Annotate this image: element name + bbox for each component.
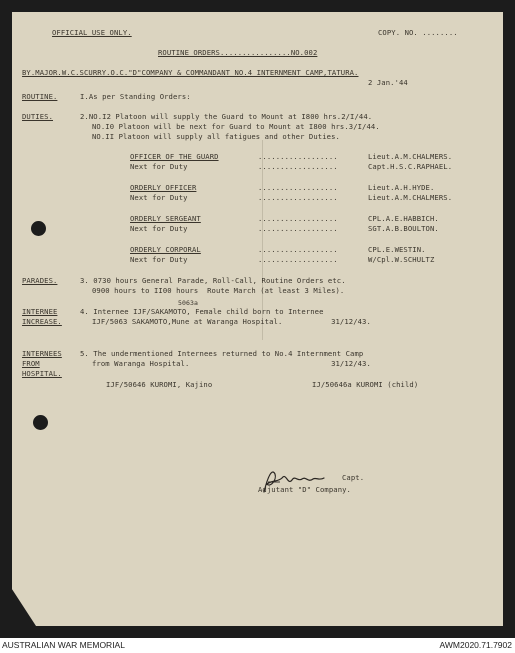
roster-name: Lieut.A.M.CHALMERS. — [368, 152, 453, 161]
internee-name: IJ/50646a KUROMI (child) — [312, 380, 419, 389]
roster-dots: .................. — [258, 152, 338, 161]
roster-dots: .................. — [258, 214, 338, 223]
roster-dots: .................. — [258, 245, 338, 254]
roster-name: Lieut.A.M.CHALMERS. — [368, 193, 453, 202]
roster-dots: .................. — [258, 224, 338, 233]
parades-heading: PARADES. — [22, 276, 58, 285]
roster-role: ORDERLY SERGEANT — [130, 214, 201, 223]
internees-from-hospital-line: from Waranga Hospital. 31/12/43. — [92, 359, 371, 368]
roster-role: ORDERLY OFFICER — [130, 183, 197, 192]
roster-name: W/Cpl.W.SCHULTZ — [368, 255, 435, 264]
footer-accession-number: AWM2020.71.7902 — [439, 640, 512, 650]
issuer-line: BY.MAJOR.W.C.SCURRY.O.C."D"COMPANY & COMMANDANT NO.4 INTERNMENT CAMP,TATURA. — [22, 68, 359, 77]
parades-line: 3. 0730 hours General Parade, Roll-Call, Routine Orders etc. — [80, 276, 346, 285]
classification-label: OFFICIAL USE ONLY. — [52, 28, 132, 37]
roster-role: OFFICER OF THE GUARD — [130, 152, 219, 161]
roster-role: Next for Duty — [130, 193, 188, 202]
routine-heading: ROUTINE. — [22, 92, 58, 101]
parades-line: 0900 hours to II00 hours Route March (at least 3 Miles). — [92, 286, 345, 295]
punch-hole-lower — [33, 415, 48, 430]
internee-increase-heading: INCREASE. — [22, 317, 62, 326]
roster-role: ORDERLY CORPORAL — [130, 245, 201, 254]
roster-role: Next for Duty — [130, 162, 188, 171]
roster-dots: .................. — [258, 193, 338, 202]
document-title: ROUTINE ORDERS................NO.002 — [158, 48, 318, 57]
internees-from-hospital-heading: HOSPITAL. — [22, 369, 62, 378]
roster-role: Next for Duty — [130, 255, 188, 264]
internee-increase-line: IJF/5063 SAKAMOTO,Mune at Waranga Hospital. 31/12/43. — [92, 317, 371, 326]
duties-line: 2.NO.I2 Platoon will supply the Guard to Mount at I800 hrs.2/I/44. — [80, 112, 373, 121]
internees-from-hospital-heading: INTERNEES — [22, 349, 62, 358]
roster-name: SGT.A.B.BOULTON. — [368, 224, 439, 233]
copy-number: COPY. NO. ........ — [378, 28, 458, 37]
roster-name: CPL.E.WESTIN. — [368, 245, 426, 254]
internee-increase-heading: INTERNEE — [22, 307, 58, 316]
punch-hole-upper — [31, 221, 46, 236]
roster-dots: .................. — [258, 162, 338, 171]
routine-text: I.As per Standing Orders: — [80, 92, 191, 101]
signatory-title: Adjutant "D" Company. — [258, 485, 351, 494]
document-date: 2 Jan.'44 — [368, 78, 408, 87]
roster-name: Lieut.A.H.HYDE. — [368, 183, 435, 192]
roster-dots: .................. — [258, 183, 338, 192]
internee-increase-line: 4. Internee IJF/SAKAMOTO, Female child born to Internee — [80, 307, 324, 316]
internees-from-hospital-line: 5. The undermentioned Internees returned to No.4 Internment Camp — [80, 349, 364, 358]
handwritten-annotation: 5063a — [178, 299, 199, 307]
internee-name: IJF/50646 KUROMI, Kajino — [106, 380, 213, 389]
roster-role: Next for Duty — [130, 224, 188, 233]
internees-from-hospital-heading: FROM — [22, 359, 40, 368]
roster-name: Capt.H.S.C.RAPHAEL. — [368, 162, 453, 171]
roster-name: CPL.A.E.HABBICH. — [368, 214, 439, 223]
roster-dots: .................. — [258, 255, 338, 264]
footer-source: AUSTRALIAN WAR MEMORIAL — [2, 640, 125, 650]
signatory-rank: Capt. — [342, 473, 365, 482]
duties-line: NO.II Platoon will supply all fatigues and other Duties. — [92, 132, 340, 141]
duties-heading: DUTIES. — [22, 112, 53, 121]
duties-line: NO.I0 Platoon will be next for Guard to Mount at I800 hrs.3/I/44. — [92, 122, 380, 131]
